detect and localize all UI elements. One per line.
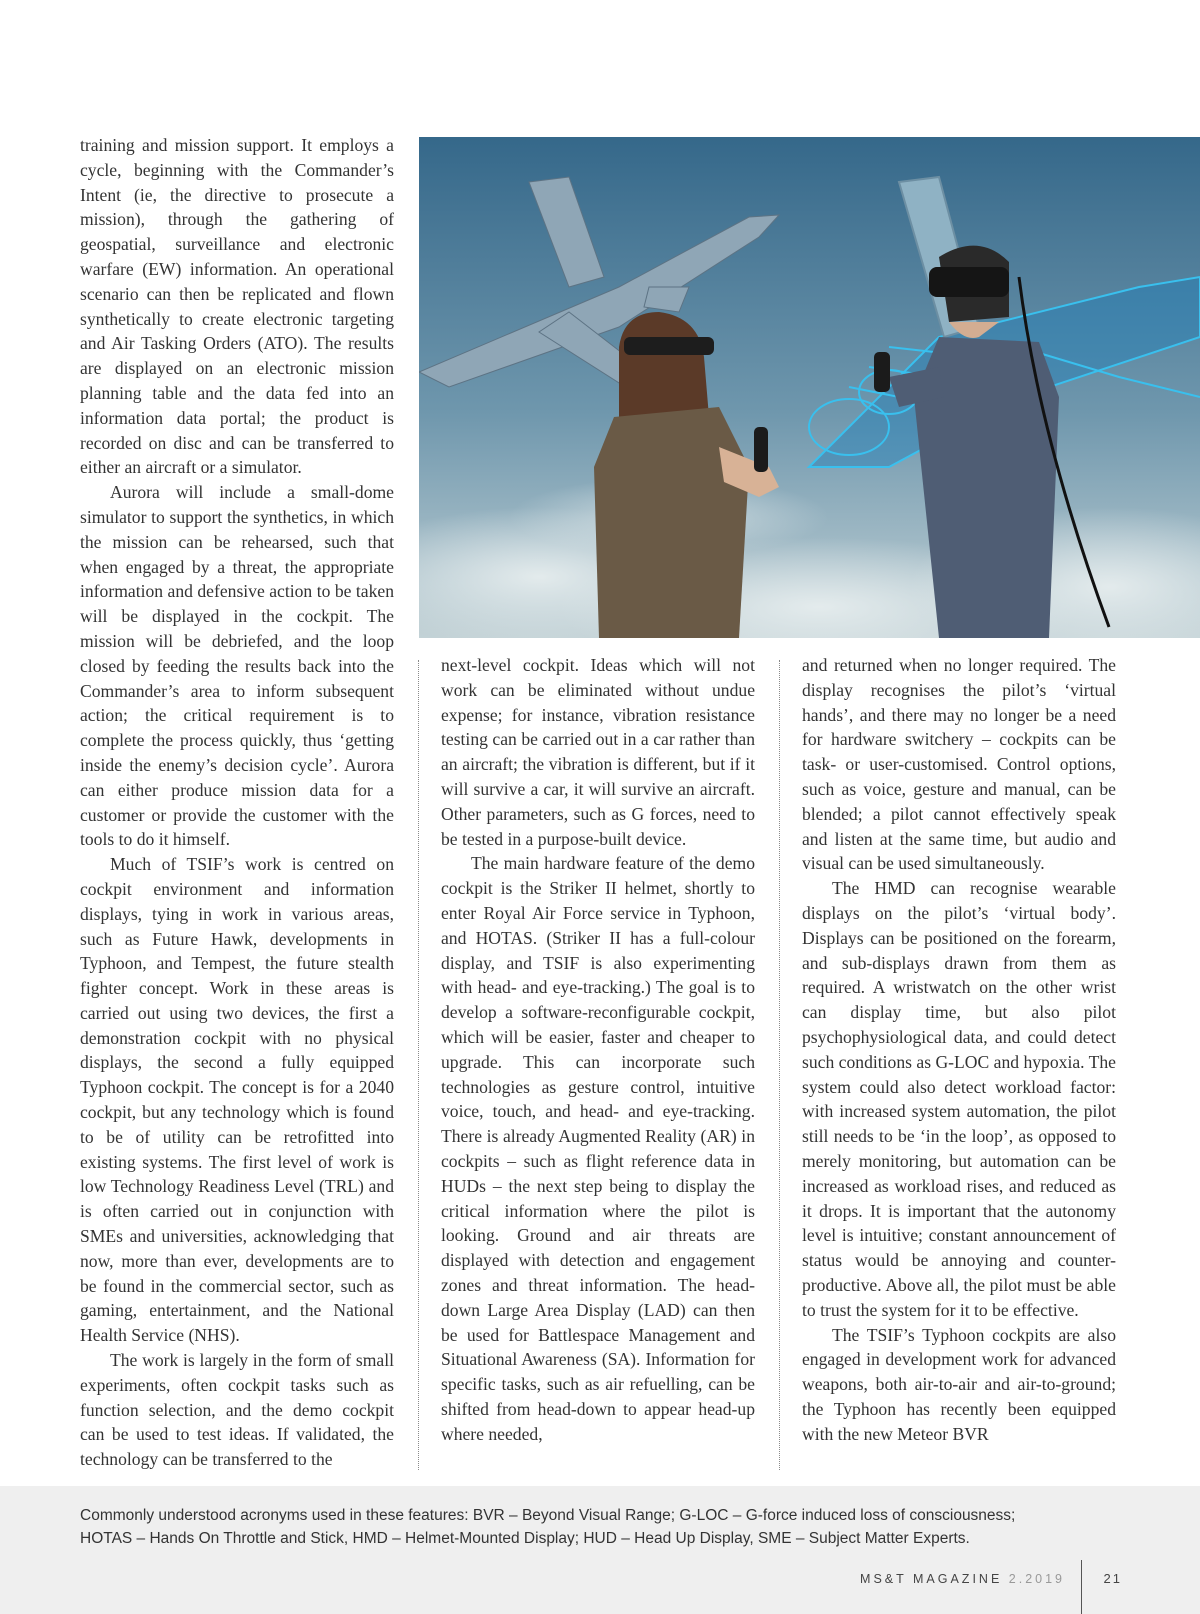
acronym-note-line: Commonly understood acronyms used in these features: BVR – Beyond Visual Range; G-LOC – G-force induced loss of consciousness; (80, 1507, 1016, 1524)
text-column-1 (80, 133, 394, 1472)
text-column-3 (802, 653, 1116, 1447)
acronym-note (80, 1504, 1060, 1550)
column-divider (779, 660, 780, 1470)
paragraph: The TSIF’s Typhoon cockpits are also engaged in development work for advanced weapons, both air-to-air and air-to-ground; the Typhoon has recently been equipped with the new Meteor BVR (802, 1324, 1116, 1444)
text-column-2 (441, 653, 755, 1447)
column-divider (418, 660, 419, 1470)
magazine-name (860, 1572, 1065, 1586)
issue-number: 2.2019 (1008, 1572, 1065, 1586)
acronym-note-line: HOTAS – Hands On Throttle and Stick, HMD – Helmet-Mounted Display; HUD – Head Up Display, SME – Subject Matter Experts. (80, 1530, 970, 1547)
paragraph: Aurora will include a small-dome simulator to support the synthetics, in which the mission can be rehearsed, such that when engaged by a threat, the appropriate information and defensive action to be taken will be displayed in the cockpit. The mission will be debriefed, and the loop closed by feeding the results back into the Commander’s area to inform subsequent action; the critical requirement is to complete the process quickly, thus ‘getting inside the enemy’s decision cycle’. Aurora can either produce mission data for a customer or provide the customer with the tools to do it himself. (80, 482, 394, 850)
paragraph: The main hardware feature of the demo cockpit is the Striker II helmet, shortly to enter Royal Air Force service in Typhoon, and HOTAS. (Striker II has a full-colour display, and TSIF is also experimenting with head- and eye-tracking.) The goal is to develop a software-reconfigurable cockpit, which will be easier, faster and cheaper to upgrade. This can incorporate such technologies as gesture control, intuitive voice, touch, and head- and eye-tracking. There is already Augmented Reality (AR) in cockpits – such as flight reference data in HUDs – the next step being to display the critical information where the pilot is looking. Ground and air threats are displayed with detection and engagement zones and threat information. The head-down Large Area Display (LAD) can then be used for Battlespace Management and Situational Awareness (SA). Information for specific tasks, such as air refuelling, can be shifted from head-down to appear head-up where needed, (441, 853, 755, 1444)
paragraph: Much of TSIF’s work is centred on cockpit environment and information displays, tying in work in various areas, such as Future Hawk, developments in Typhoon, and Tempest, the future stealth fighter concept. Work in these areas is carried out using two devices, the first a demonstration cockpit with no physical displays, the second a fully equipped Typhoon cockpit. The concept is for a 2040 cockpit, but any technology which is found to be of utility can be retrofitted into existing systems. The first level of work is low Technology Readiness Level (TRL) and is often carried out in conjunction with SMEs and universities, acknowledging that now, more than ever, developments are to be found in the commercial sector, such as gaming, entertainment, and the National Health Service (NHS). (80, 854, 394, 1346)
paragraph: training and mission support. It employs a cycle, beginning with the Commander’s Intent (ie, the directive to prosecute a mission), through the gathering of geospatial, surveillance and electronic warfare (EW) information. An operational scenario can then be replicated and flown synthetically to create electronic targeting and Air Tasking Orders (ATO). The results are displayed on an electronic mission planning table and the data fed into an information data portal; the product is recorded on disc and can be transferred to either an aircraft or a simulator. (80, 135, 394, 478)
page-footer (840, 1560, 1200, 1614)
vr-cockpit-photo (419, 137, 1200, 638)
paragraph: next-level cockpit. Ideas which will not work can be eliminated without undue expense; for instance, vibration resistance testing can be carried out in a car rather than an aircraft; the vibration is different, but if it will survive a car, it will survive an aircraft. Other parameters, such as G forces, need to be tested in a purpose-built device. (441, 655, 755, 849)
paragraph: and returned when no longer required. The display recognises the pilot’s ‘virtual hands’, and there may no longer be a need for hardware switchery – cockpits can be task- or user-customised. Control options, such as voice, gesture and manual, can be blended; a pilot cannot effectively speak and listen at the same time, but audio and visual can be used simultaneously. (802, 655, 1116, 874)
paragraph: The work is largely in the form of small experiments, often cockpit tasks such as function selection, and the demo cockpit can be used to test ideas. If validated, the technology can be transferred to the (80, 1350, 394, 1470)
footer-divider (1081, 1560, 1082, 1614)
page-number: 21 (1103, 1571, 1122, 1586)
paragraph: The HMD can recognise wearable displays on the pilot’s ‘virtual body’. Displays can be positioned on the forearm, and sub-displays drawn from them as required. A wristwatch on the other wrist can display time, but also pilot psychophysiological data, and could detect such conditions as G-LOC and hypoxia. The system could also detect workload factor: with increased system automation, the pilot still needs to be ‘in the loop’, as opposed to merely monitoring, but automation can be increased as workload rises, and reduced as it drops. It is important that the autonomy level is intuitive; constant announcement of status would be annoying and counter-productive. Above all, the pilot must be able to trust the system for it to be effective. (802, 878, 1116, 1320)
magazine-title: MS&T MAGAZINE (860, 1572, 1009, 1586)
